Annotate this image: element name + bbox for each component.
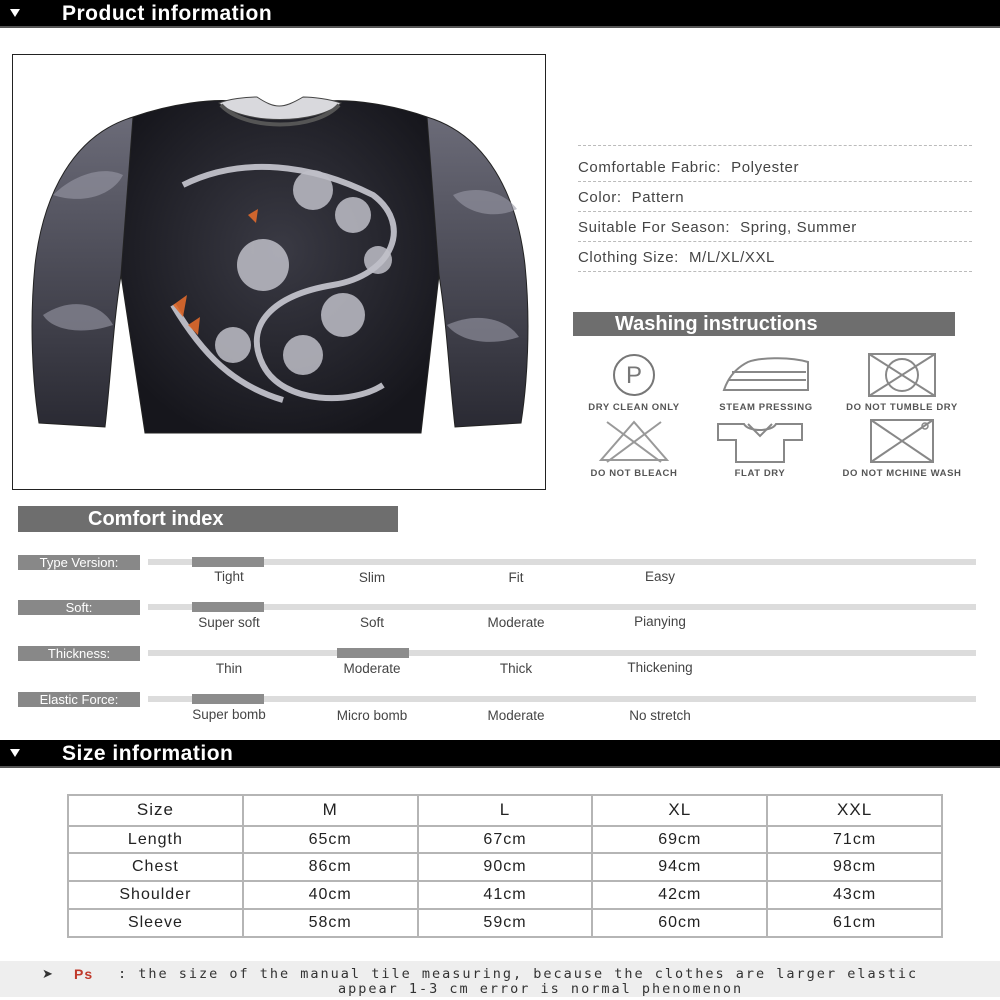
table-cell: 43cm — [767, 881, 942, 909]
comfort-label-thickness: Thickness: — [18, 646, 140, 661]
spec-season-key: Suitable For Season: — [578, 219, 731, 236]
comfort-label-type: Type Version: — [18, 555, 140, 570]
comfort-option: Easy — [644, 569, 675, 584]
washing-label: DO NOT MCHINE WASH — [842, 468, 962, 479]
spec-size-value: M/L/XL/XXL — [688, 249, 775, 266]
comfort-option: Moderate — [343, 661, 401, 676]
comfort-option: Thickening — [627, 660, 693, 675]
table-header-cell: M — [243, 795, 418, 826]
table-row — [68, 881, 942, 909]
table-cell: Chest — [68, 853, 243, 881]
comfort-marker — [192, 694, 264, 704]
spec-color-key: Color: — [578, 189, 622, 206]
no-machine-wash-icon — [867, 418, 937, 464]
comfort-option: Super soft — [198, 615, 260, 630]
spec-size-key: Clothing Size: — [578, 249, 679, 266]
spec-divider — [578, 145, 972, 146]
table-cell: 67cm — [418, 826, 593, 854]
flat-dry-icon — [714, 418, 806, 464]
table-cell: 65cm — [243, 826, 418, 854]
note-line-1: : the size of the manual tile measuring, because the clothes are larger elastic — [118, 966, 919, 982]
comfort-option: No stretch — [629, 708, 691, 723]
comfort-option: Micro bomb — [336, 708, 408, 723]
table-header-cell: XL — [592, 795, 767, 826]
spec-season — [578, 212, 972, 242]
table-cell: 90cm — [418, 853, 593, 881]
table-header-cell: XXL — [767, 795, 942, 826]
table-row — [68, 853, 942, 881]
comfort-option: Super bomb — [192, 707, 266, 722]
note-ps: Ps — [74, 966, 94, 982]
product-image — [12, 54, 546, 490]
table-cell: 60cm — [592, 909, 767, 937]
washing-label: FLAT DRY — [734, 468, 786, 479]
table-cell: Sleeve — [68, 909, 243, 937]
no-bleach-icon — [597, 418, 671, 464]
comfort-marker — [337, 648, 409, 658]
comfort-label-elastic: Elastic Force: — [18, 692, 140, 707]
washing-item-flat-dry — [690, 418, 830, 479]
comfort-label-soft: Soft: — [18, 600, 140, 615]
table-cell: 59cm — [418, 909, 593, 937]
washing-label: DO NOT TUMBLE DRY — [846, 402, 958, 413]
comfort-option: Moderate — [487, 708, 545, 723]
table-row — [68, 909, 942, 937]
table-cell: Length — [68, 826, 243, 854]
triangle-down-icon — [10, 749, 20, 757]
washing-item-no-tumble — [832, 352, 972, 413]
size-note — [0, 961, 1000, 997]
spec-fabric-key: Comfortable Fabric: — [578, 159, 722, 176]
comfort-option: Thin — [215, 661, 243, 676]
table-cell: 61cm — [767, 909, 942, 937]
washing-item-dry-clean — [564, 352, 704, 413]
washing-label: DO NOT BLEACH — [590, 468, 678, 479]
washing-item-steam — [696, 352, 836, 413]
table-cell: 94cm — [592, 853, 767, 881]
size-info-header — [0, 740, 1000, 768]
table-header-row — [68, 795, 942, 826]
comfort-marker — [192, 557, 264, 567]
size-table — [67, 794, 943, 938]
comfort-option: Thick — [499, 661, 533, 676]
spec-fabric-value: Polyester — [731, 159, 800, 176]
washing-label: DRY CLEAN ONLY — [588, 402, 680, 413]
product-info-header — [0, 0, 1000, 28]
table-cell: 71cm — [767, 826, 942, 854]
triangle-down-icon — [10, 9, 20, 17]
table-cell: 86cm — [243, 853, 418, 881]
washing-label: STEAM PRESSING — [719, 402, 813, 413]
spec-color-value: Pattern — [631, 189, 685, 206]
comfort-option: Moderate — [487, 615, 545, 630]
comfort-option: Soft — [359, 615, 384, 630]
svg-text:P: P — [625, 362, 643, 389]
comfort-option: Fit — [508, 570, 524, 585]
washing-title: Washing instructions — [573, 312, 955, 336]
spec-fabric — [578, 152, 972, 182]
comfort-title: Comfort index — [18, 506, 398, 532]
table-cell: 98cm — [767, 853, 942, 881]
spec-color — [578, 182, 972, 212]
comfort-option: Tight — [214, 569, 244, 584]
comfort-option: Pianying — [634, 614, 686, 629]
spec-season-value: Spring, Summer — [740, 219, 857, 236]
table-cell: 42cm — [592, 881, 767, 909]
comfort-track — [148, 696, 976, 702]
table-header-cell: Size — [68, 795, 243, 826]
comfort-track — [148, 650, 976, 656]
comfort-marker — [192, 602, 264, 612]
washing-item-no-bleach — [564, 418, 704, 479]
table-cell: 40cm — [243, 881, 418, 909]
product-info-title: Product information — [62, 2, 273, 25]
iron-icon — [718, 352, 814, 398]
arrow-right-icon: ➤ — [42, 966, 53, 981]
note-line-2: appear 1-3 cm error is normal phenomenon — [338, 981, 744, 997]
table-cell: Shoulder — [68, 881, 243, 909]
comfort-track — [148, 559, 976, 565]
table-header-cell: L — [418, 795, 593, 826]
shirt-illustration — [13, 55, 546, 490]
size-info-title: Size information — [62, 742, 234, 765]
comfort-option: Slim — [358, 570, 386, 585]
table-cell: 41cm — [418, 881, 593, 909]
table-row — [68, 826, 942, 854]
table-cell: 69cm — [592, 826, 767, 854]
table-cell: 58cm — [243, 909, 418, 937]
washing-item-no-machine-wash — [832, 418, 972, 479]
spec-size — [578, 242, 972, 272]
comfort-track — [148, 604, 976, 610]
no-tumble-dry-icon — [865, 352, 939, 398]
dry-clean-icon — [610, 352, 658, 398]
